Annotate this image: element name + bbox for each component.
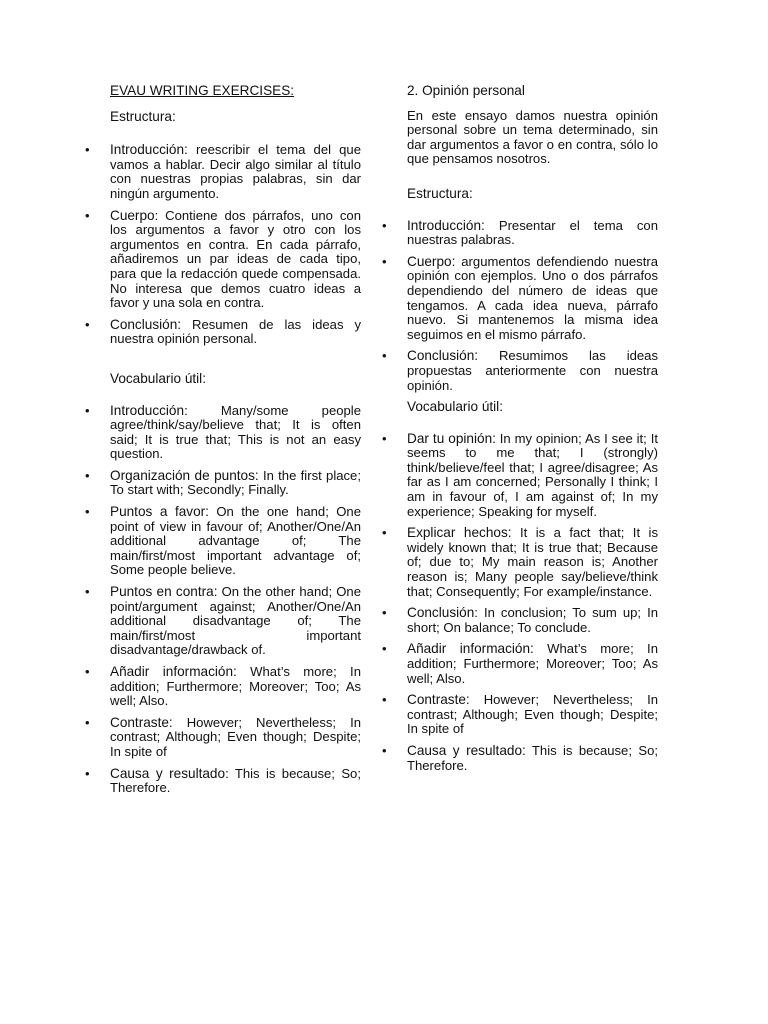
list-item [407,432,658,520]
list-item [110,209,361,311]
item-text: Resumen de las ideas y nuestra opinión personal. [110,316,361,347]
item-text: On the other hand; One point/argument against; Another/One/An additional disadvantage of; The main/first/most important disadvantage/drawback of. [110,584,362,658]
left-column [110,84,361,796]
list-item [110,469,361,498]
document-title: EVAU WRITING EXERCISES: [110,83,295,98]
list-item [110,767,361,796]
item-term: Añadir información: [407,641,534,657]
list-item [407,526,658,599]
item-term: Añadir información: [110,664,237,679]
list-item [110,585,361,658]
list-item [407,255,658,343]
item-term: Puntos en contra: [110,584,218,600]
item-term: Dar tu opinión: [407,430,496,446]
list-item [110,505,361,578]
list-item [407,606,658,635]
item-text: reescribir el tema del que vamos a hablar. Decir algo similar al título con nuestras propias palabras, sin dar ningún argumento. [110,142,361,201]
list-item [110,716,361,760]
item-term: Organización de puntos: [110,467,259,483]
item-term: Cuerpo [110,207,155,223]
item-term: Explicar hechos: [407,525,512,541]
item-term: Introducción [110,402,185,418]
estructura-list [407,219,658,394]
item-text: Presentar el tema con nuestras palabras. [407,217,658,248]
item-text: What’s more; In addition; Furthermore; Moreover; Too; As well; Also. [407,641,658,686]
list-item [110,665,361,709]
item-text: It is a fact that; It is widely known that; It is true that; Because of; due to; My main reason is; Another reason is; Many people say/believe/think that; Consequently; For example/instance. [407,525,658,599]
estructura-heading: Estructura: [110,108,176,124]
vocabulario-list [407,432,658,773]
item-text: In the first place; To start with; Secondly; Finally. [110,467,361,498]
item-text: : Contiene dos párrafos, uno con los argumentos a favor y otro con los argumentos en contra. En cada párrafo, añadiremos un par ideas de cada tipo, para que la redacción quede compensada. No interesa que demos cuatro ideas a favor y una sola en contra. [110,207,361,311]
item-text: : This is because; So; Therefore. [110,765,361,796]
vocabulario-heading: Vocabulario útil: [407,399,503,415]
item-term: Conclusión: [110,316,182,332]
section-title: 2. Opinión personal [407,83,525,98]
right-column [407,84,658,773]
estructura-heading: Estructura: [407,185,473,201]
list-item [407,349,658,393]
list-item [407,219,658,248]
vocabulario-heading: Vocabulario útil: [110,370,206,386]
item-term: Introducción: [110,142,188,158]
item-text: This is because; So; Therefore. [407,742,658,773]
item-text: : In conclusion; To sum up; In short; On balance; To conclude. [407,605,658,635]
item-term: Conclusión: [407,348,479,364]
item-term: Introducción: [407,217,485,233]
list-item [407,744,658,773]
item-text: Resumimos las ideas propuestas anteriormente con nuestra opinión. [407,348,658,393]
item-term: Causa y resultado: [407,742,526,758]
item-term: Conclusión [407,605,475,621]
item-text: On the one hand; One point of view in favour of; Another/One/An additional advantage of; The main/first/most important advantage of; Some people believe. [110,504,361,578]
list-item [407,693,658,737]
list-item [110,318,361,347]
vocabulario-list [110,404,361,796]
intro-paragraph: En este ensayo damos nuestra opinión personal sobre un tema determinado, sin dar argumentos a favor o en contra, sólo lo que pensamos nosotros. [407,107,658,167]
item-text: In my opinion; As I see it; It seems to me that; I (strongly) think/believe/feel that; I agree/disagree; As far as I am concerned; Personally I think; I am in favour of, I am against of; In my experience; Speaking for myself. [407,430,658,519]
item-text: argumentos defendiendo nuestra opinión con ejemplos. Uno o dos párrafos dependiendo del número de ideas que tengamos. A cada idea nueva, párrafo nuevo. Si mantenemos la misma idea seguimos en el mismo párrafo. [407,253,658,342]
item-text: What’s more; In addition; Furthermore; Moreover; Too; As well; Also. [110,664,361,709]
list-item [407,642,658,686]
item-text: However; Nevertheless; In contrast; Although; Even though; Despite; In spite of [110,714,361,759]
item-term: Contraste: [407,692,470,708]
item-text: : Many/some people agree/think/say/believe that; It is often said; It is true that; This is not an easy question. [110,402,361,462]
item-term: Causa y resultado [110,765,226,781]
item-term: Contraste: [110,714,173,730]
estructura-list [110,143,361,347]
item-term: Cuerpo: [407,253,456,269]
item-text: However; Nevertheless; In contrast; Although; Even though; Despite; In spite of [407,692,658,737]
list-item [110,404,361,462]
item-term: Puntos a favor: [110,504,209,520]
list-item [110,143,361,201]
